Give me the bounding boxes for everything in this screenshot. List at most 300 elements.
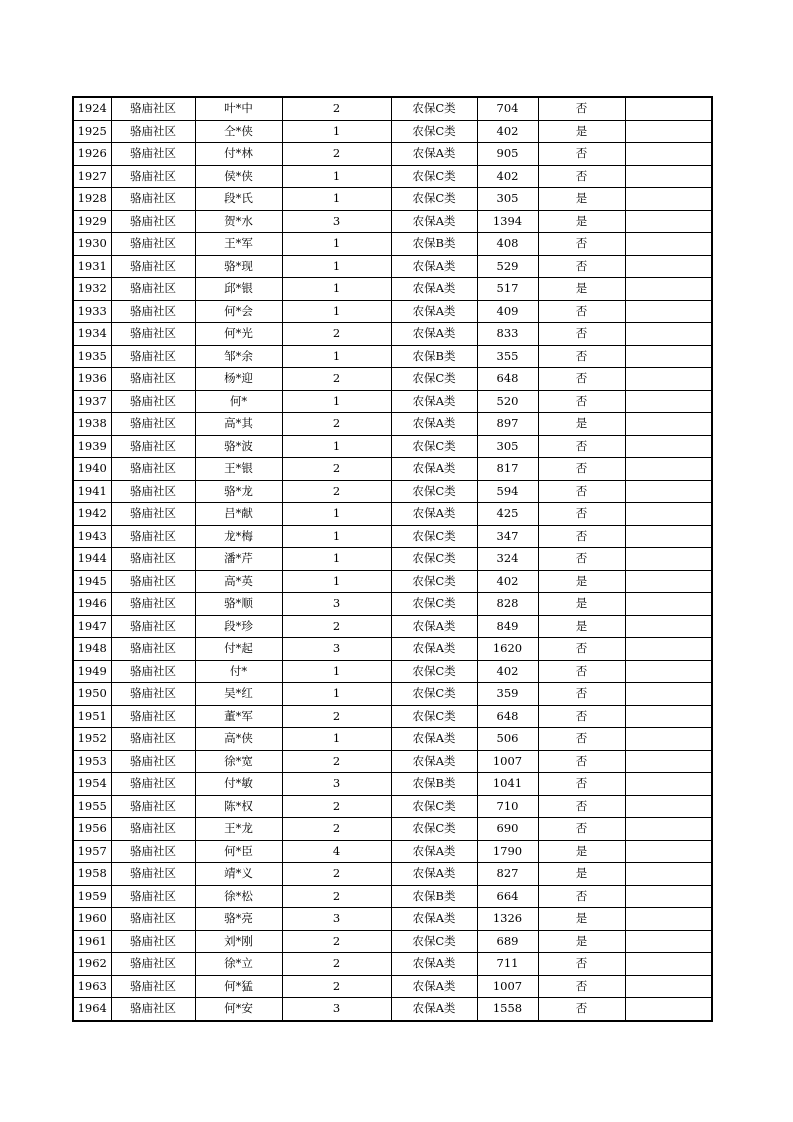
community-cell: 骆庙社区 (111, 908, 195, 931)
household-size-cell: 3 (282, 998, 391, 1021)
serial-cell: 1960 (73, 908, 111, 931)
table-row (73, 773, 712, 796)
category-cell: 农保C类 (391, 930, 477, 953)
category-cell: 农保B类 (391, 773, 477, 796)
flag-cell: 否 (538, 368, 625, 391)
name-cell: 何*光 (195, 323, 282, 346)
community-cell: 骆庙社区 (111, 885, 195, 908)
serial-cell: 1932 (73, 278, 111, 301)
table-row (73, 885, 712, 908)
category-cell: 农保C类 (391, 548, 477, 571)
table-row (73, 750, 712, 773)
serial-cell: 1962 (73, 953, 111, 976)
flag-cell: 否 (538, 548, 625, 571)
flag-cell: 否 (538, 300, 625, 323)
community-cell: 骆庙社区 (111, 863, 195, 886)
flag-cell: 是 (538, 593, 625, 616)
community-cell: 骆庙社区 (111, 570, 195, 593)
remark-cell (625, 975, 712, 998)
serial-cell: 1943 (73, 525, 111, 548)
name-cell: 付*敏 (195, 773, 282, 796)
flag-cell: 是 (538, 570, 625, 593)
remark-cell (625, 683, 712, 706)
flag-cell: 否 (538, 885, 625, 908)
community-cell: 骆庙社区 (111, 143, 195, 166)
flag-cell: 是 (538, 840, 625, 863)
household-size-cell: 1 (282, 188, 391, 211)
name-cell: 侯*侠 (195, 165, 282, 188)
community-cell: 骆庙社区 (111, 278, 195, 301)
household-size-cell: 1 (282, 570, 391, 593)
remark-cell (625, 885, 712, 908)
household-size-cell: 4 (282, 840, 391, 863)
table-row (73, 188, 712, 211)
community-cell: 骆庙社区 (111, 480, 195, 503)
remark-cell (625, 97, 712, 120)
amount-cell: 690 (477, 818, 538, 841)
community-cell: 骆庙社区 (111, 413, 195, 436)
household-size-cell: 2 (282, 953, 391, 976)
remark-cell (625, 480, 712, 503)
community-cell: 骆庙社区 (111, 120, 195, 143)
amount-cell: 664 (477, 885, 538, 908)
flag-cell: 否 (538, 953, 625, 976)
table-row (73, 390, 712, 413)
flag-cell: 否 (538, 795, 625, 818)
flag-cell: 否 (538, 233, 625, 256)
name-cell: 贺*水 (195, 210, 282, 233)
name-cell: 付*林 (195, 143, 282, 166)
name-cell: 陈*权 (195, 795, 282, 818)
amount-cell: 1790 (477, 840, 538, 863)
community-cell: 骆庙社区 (111, 705, 195, 728)
community-cell: 骆庙社区 (111, 255, 195, 278)
category-cell: 农保A类 (391, 503, 477, 526)
household-size-cell: 2 (282, 143, 391, 166)
serial-cell: 1929 (73, 210, 111, 233)
name-cell: 潘*芹 (195, 548, 282, 571)
category-cell: 农保A类 (391, 300, 477, 323)
flag-cell: 否 (538, 683, 625, 706)
table-row (73, 120, 712, 143)
flag-cell: 否 (538, 458, 625, 481)
serial-cell: 1938 (73, 413, 111, 436)
amount-cell: 1007 (477, 750, 538, 773)
category-cell: 农保A类 (391, 390, 477, 413)
amount-cell: 1041 (477, 773, 538, 796)
amount-cell: 648 (477, 705, 538, 728)
category-cell: 农保A类 (391, 323, 477, 346)
name-cell: 徐*松 (195, 885, 282, 908)
flag-cell: 否 (538, 503, 625, 526)
name-cell: 何*猛 (195, 975, 282, 998)
serial-cell: 1951 (73, 705, 111, 728)
amount-cell: 710 (477, 795, 538, 818)
serial-cell: 1946 (73, 593, 111, 616)
community-cell: 骆庙社区 (111, 795, 195, 818)
flag-cell: 是 (538, 413, 625, 436)
name-cell: 王*军 (195, 233, 282, 256)
household-size-cell: 1 (282, 255, 391, 278)
community-cell: 骆庙社区 (111, 548, 195, 571)
remark-cell (625, 570, 712, 593)
table-row (73, 368, 712, 391)
household-size-cell: 1 (282, 165, 391, 188)
household-size-cell: 2 (282, 323, 391, 346)
name-cell: 何*臣 (195, 840, 282, 863)
amount-cell: 305 (477, 188, 538, 211)
category-cell: 农保C类 (391, 683, 477, 706)
category-cell: 农保C类 (391, 165, 477, 188)
name-cell: 骆*波 (195, 435, 282, 458)
table-row (73, 480, 712, 503)
remark-cell (625, 863, 712, 886)
table-row (73, 570, 712, 593)
serial-cell: 1961 (73, 930, 111, 953)
household-size-cell: 1 (282, 503, 391, 526)
household-size-cell: 3 (282, 773, 391, 796)
serial-cell: 1926 (73, 143, 111, 166)
name-cell: 王*银 (195, 458, 282, 481)
community-cell: 骆庙社区 (111, 930, 195, 953)
category-cell: 农保C类 (391, 818, 477, 841)
remark-cell (625, 210, 712, 233)
amount-cell: 828 (477, 593, 538, 616)
category-cell: 农保B类 (391, 233, 477, 256)
serial-cell: 1934 (73, 323, 111, 346)
amount-cell: 827 (477, 863, 538, 886)
flag-cell: 是 (538, 615, 625, 638)
category-cell: 农保A类 (391, 255, 477, 278)
serial-cell: 1953 (73, 750, 111, 773)
remark-cell (625, 120, 712, 143)
remark-cell (625, 278, 712, 301)
flag-cell: 否 (538, 818, 625, 841)
name-cell: 高*侠 (195, 728, 282, 751)
remark-cell (625, 323, 712, 346)
serial-cell: 1950 (73, 683, 111, 706)
category-cell: 农保C类 (391, 435, 477, 458)
serial-cell: 1959 (73, 885, 111, 908)
flag-cell: 否 (538, 705, 625, 728)
table-row (73, 840, 712, 863)
table-row (73, 863, 712, 886)
household-size-cell: 2 (282, 975, 391, 998)
remark-cell (625, 165, 712, 188)
name-cell: 吕*献 (195, 503, 282, 526)
serial-cell: 1927 (73, 165, 111, 188)
flag-cell: 否 (538, 390, 625, 413)
table-row (73, 615, 712, 638)
category-cell: 农保A类 (391, 210, 477, 233)
table-row (73, 930, 712, 953)
community-cell: 骆庙社区 (111, 188, 195, 211)
roster-table (72, 96, 713, 1022)
roster-body (73, 97, 712, 1021)
table-row (73, 908, 712, 931)
category-cell: 农保A类 (391, 863, 477, 886)
serial-cell: 1928 (73, 188, 111, 211)
remark-cell (625, 255, 712, 278)
flag-cell: 否 (538, 750, 625, 773)
amount-cell: 1007 (477, 975, 538, 998)
community-cell: 骆庙社区 (111, 728, 195, 751)
name-cell: 董*军 (195, 705, 282, 728)
flag-cell: 是 (538, 120, 625, 143)
serial-cell: 1942 (73, 503, 111, 526)
community-cell: 骆庙社区 (111, 368, 195, 391)
table-row (73, 593, 712, 616)
flag-cell: 是 (538, 210, 625, 233)
amount-cell: 324 (477, 548, 538, 571)
remark-cell (625, 998, 712, 1021)
household-size-cell: 2 (282, 930, 391, 953)
amount-cell: 1620 (477, 638, 538, 661)
community-cell: 骆庙社区 (111, 638, 195, 661)
category-cell: 农保A类 (391, 908, 477, 931)
amount-cell: 402 (477, 660, 538, 683)
community-cell: 骆庙社区 (111, 593, 195, 616)
table-row (73, 998, 712, 1021)
serial-cell: 1937 (73, 390, 111, 413)
household-size-cell: 1 (282, 345, 391, 368)
category-cell: 农保C类 (391, 593, 477, 616)
amount-cell: 833 (477, 323, 538, 346)
table-row (73, 795, 712, 818)
amount-cell: 402 (477, 570, 538, 593)
name-cell: 靖*义 (195, 863, 282, 886)
name-cell: 付*起 (195, 638, 282, 661)
community-cell: 骆庙社区 (111, 953, 195, 976)
serial-cell: 1947 (73, 615, 111, 638)
household-size-cell: 2 (282, 705, 391, 728)
flag-cell: 否 (538, 638, 625, 661)
flag-cell: 否 (538, 998, 625, 1021)
amount-cell: 425 (477, 503, 538, 526)
name-cell: 叶*中 (195, 97, 282, 120)
community-cell: 骆庙社区 (111, 435, 195, 458)
amount-cell: 506 (477, 728, 538, 751)
amount-cell: 594 (477, 480, 538, 503)
household-size-cell: 3 (282, 210, 391, 233)
serial-cell: 1933 (73, 300, 111, 323)
table-row (73, 97, 712, 120)
serial-cell: 1930 (73, 233, 111, 256)
flag-cell: 否 (538, 660, 625, 683)
community-cell: 骆庙社区 (111, 390, 195, 413)
name-cell: 段*珍 (195, 615, 282, 638)
serial-cell: 1944 (73, 548, 111, 571)
category-cell: 农保A类 (391, 998, 477, 1021)
amount-cell: 1558 (477, 998, 538, 1021)
name-cell: 骆*顺 (195, 593, 282, 616)
name-cell: 何*会 (195, 300, 282, 323)
community-cell: 骆庙社区 (111, 525, 195, 548)
household-size-cell: 2 (282, 750, 391, 773)
community-cell: 骆庙社区 (111, 233, 195, 256)
table-row (73, 728, 712, 751)
community-cell: 骆庙社区 (111, 840, 195, 863)
community-cell: 骆庙社区 (111, 773, 195, 796)
name-cell: 骆*亮 (195, 908, 282, 931)
flag-cell: 否 (538, 165, 625, 188)
flag-cell: 是 (538, 278, 625, 301)
table-row (73, 525, 712, 548)
household-size-cell: 3 (282, 908, 391, 931)
serial-cell: 1952 (73, 728, 111, 751)
category-cell: 农保A类 (391, 458, 477, 481)
remark-cell (625, 525, 712, 548)
community-cell: 骆庙社区 (111, 503, 195, 526)
remark-cell (625, 818, 712, 841)
category-cell: 农保A类 (391, 638, 477, 661)
amount-cell: 517 (477, 278, 538, 301)
amount-cell: 704 (477, 97, 538, 120)
household-size-cell: 1 (282, 278, 391, 301)
table-row (73, 975, 712, 998)
serial-cell: 1924 (73, 97, 111, 120)
table-row (73, 818, 712, 841)
serial-cell: 1931 (73, 255, 111, 278)
remark-cell (625, 390, 712, 413)
remark-cell (625, 188, 712, 211)
amount-cell: 402 (477, 120, 538, 143)
table-row (73, 435, 712, 458)
community-cell: 骆庙社区 (111, 615, 195, 638)
category-cell: 农保C类 (391, 525, 477, 548)
flag-cell: 否 (538, 773, 625, 796)
name-cell: 付* (195, 660, 282, 683)
table-row (73, 210, 712, 233)
category-cell: 农保C类 (391, 705, 477, 728)
name-cell: 段*氏 (195, 188, 282, 211)
community-cell: 骆庙社区 (111, 97, 195, 120)
flag-cell: 否 (538, 480, 625, 503)
amount-cell: 355 (477, 345, 538, 368)
amount-cell: 520 (477, 390, 538, 413)
flag-cell: 是 (538, 908, 625, 931)
flag-cell: 否 (538, 525, 625, 548)
remark-cell (625, 908, 712, 931)
remark-cell (625, 795, 712, 818)
category-cell: 农保B类 (391, 345, 477, 368)
amount-cell: 409 (477, 300, 538, 323)
household-size-cell: 2 (282, 368, 391, 391)
serial-cell: 1963 (73, 975, 111, 998)
household-size-cell: 2 (282, 615, 391, 638)
amount-cell: 817 (477, 458, 538, 481)
community-cell: 骆庙社区 (111, 998, 195, 1021)
category-cell: 农保A类 (391, 278, 477, 301)
table-row (73, 233, 712, 256)
amount-cell: 305 (477, 435, 538, 458)
table-row (73, 705, 712, 728)
remark-cell (625, 660, 712, 683)
flag-cell: 否 (538, 323, 625, 346)
name-cell: 王*龙 (195, 818, 282, 841)
household-size-cell: 2 (282, 480, 391, 503)
remark-cell (625, 435, 712, 458)
category-cell: 农保A类 (391, 840, 477, 863)
table-row (73, 638, 712, 661)
name-cell: 吴*红 (195, 683, 282, 706)
remark-cell (625, 638, 712, 661)
flag-cell: 否 (538, 97, 625, 120)
amount-cell: 689 (477, 930, 538, 953)
amount-cell: 359 (477, 683, 538, 706)
serial-cell: 1945 (73, 570, 111, 593)
category-cell: 农保C类 (391, 188, 477, 211)
name-cell: 徐*立 (195, 953, 282, 976)
name-cell: 骆*龙 (195, 480, 282, 503)
serial-cell: 1940 (73, 458, 111, 481)
category-cell: 农保A类 (391, 953, 477, 976)
category-cell: 农保C类 (391, 480, 477, 503)
table-row (73, 660, 712, 683)
household-size-cell: 2 (282, 795, 391, 818)
household-size-cell: 2 (282, 413, 391, 436)
category-cell: 农保B类 (391, 885, 477, 908)
flag-cell: 否 (538, 345, 625, 368)
remark-cell (625, 593, 712, 616)
remark-cell (625, 458, 712, 481)
name-cell: 何* (195, 390, 282, 413)
table-row (73, 255, 712, 278)
household-size-cell: 1 (282, 233, 391, 256)
community-cell: 骆庙社区 (111, 345, 195, 368)
category-cell: 农保C类 (391, 660, 477, 683)
serial-cell: 1964 (73, 998, 111, 1021)
serial-cell: 1941 (73, 480, 111, 503)
amount-cell: 402 (477, 165, 538, 188)
household-size-cell: 2 (282, 458, 391, 481)
name-cell: 仝*侠 (195, 120, 282, 143)
household-size-cell: 1 (282, 525, 391, 548)
amount-cell: 648 (477, 368, 538, 391)
remark-cell (625, 930, 712, 953)
category-cell: 农保A类 (391, 750, 477, 773)
table-row (73, 165, 712, 188)
table-row (73, 323, 712, 346)
table-row (73, 683, 712, 706)
serial-cell: 1956 (73, 818, 111, 841)
remark-cell (625, 705, 712, 728)
category-cell: 农保C类 (391, 368, 477, 391)
amount-cell: 1394 (477, 210, 538, 233)
serial-cell: 1948 (73, 638, 111, 661)
remark-cell (625, 750, 712, 773)
amount-cell: 529 (477, 255, 538, 278)
serial-cell: 1939 (73, 435, 111, 458)
flag-cell: 否 (538, 143, 625, 166)
remark-cell (625, 728, 712, 751)
household-size-cell: 1 (282, 548, 391, 571)
flag-cell: 否 (538, 728, 625, 751)
name-cell: 骆*现 (195, 255, 282, 278)
flag-cell: 否 (538, 435, 625, 458)
category-cell: 农保C类 (391, 97, 477, 120)
amount-cell: 849 (477, 615, 538, 638)
category-cell: 农保A类 (391, 728, 477, 751)
community-cell: 骆庙社区 (111, 683, 195, 706)
flag-cell: 否 (538, 975, 625, 998)
household-size-cell: 1 (282, 120, 391, 143)
table-row (73, 300, 712, 323)
remark-cell (625, 953, 712, 976)
table-row (73, 413, 712, 436)
serial-cell: 1955 (73, 795, 111, 818)
household-size-cell: 3 (282, 638, 391, 661)
